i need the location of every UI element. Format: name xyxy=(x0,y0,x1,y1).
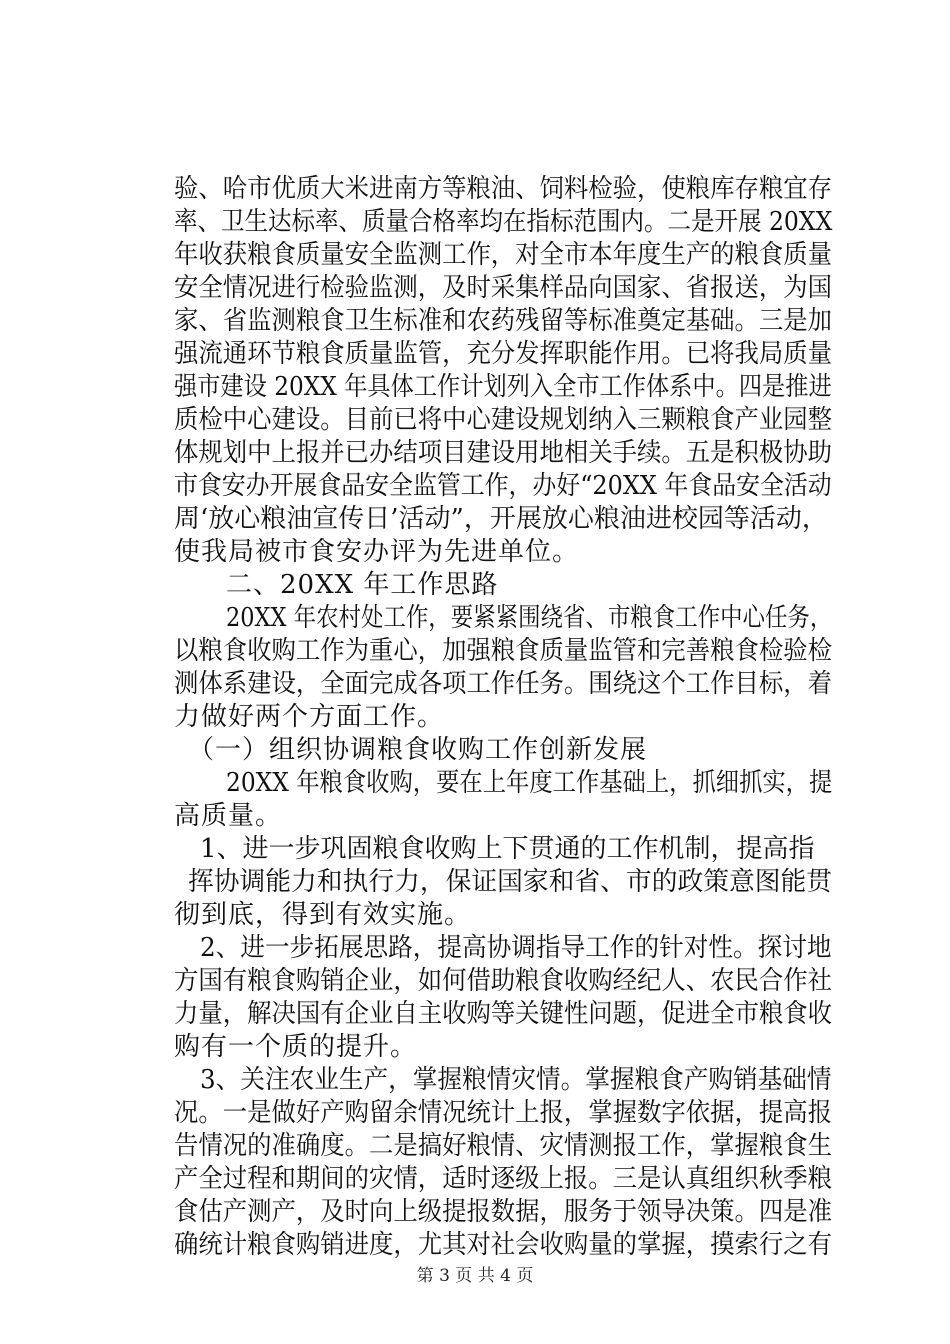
text-line: 方国有粮食购销企业，如何借助粮食收购经纪人、农民合作社 xyxy=(174,966,832,996)
text-line: 告情况的准确度。二是搞好粮情、灾情测报工作，掌握粮食生 xyxy=(174,1131,832,1161)
text-line: 体规划中上报并已办结项目建设用地相关手续。五是积极协助 xyxy=(174,438,832,468)
section-heading: 二、20XX 年工作思路 xyxy=(226,570,499,600)
text-line: 年收获粮食质量安全监测工作，对全市本年度生产的粮食质量 xyxy=(174,240,832,270)
text-line: 产全过程和期间的灾情，适时逐级上报。三是认真组织秋季粮 xyxy=(174,1164,832,1194)
text-line: 质检中心建设。目前已将中心建设规划纳入三颗粮食产业园整 xyxy=(174,405,832,435)
text-line: 家、省监测粮食卫生标准和农药残留等标准奠定基础。三是加 xyxy=(174,306,832,336)
text-line: 强流通环节粮食质量监管，充分发挥职能作用。已将我局质量 xyxy=(174,339,832,369)
text-line: 市食安办开展食品安全监管工作，办好“20XX 年食品安全活动 xyxy=(174,471,832,501)
text-line: 率、卫生达标率、质量合格率均在指标范围内。二是开展 20XX xyxy=(174,207,833,237)
text-line: 使我局被市食安办评为先进单位。 xyxy=(174,537,580,567)
text-line: 彻到底，得到有效实施。 xyxy=(174,900,472,930)
list-item: 3、关注农业生产，掌握粮情灾情。掌握粮食产购销基础情 xyxy=(200,1065,832,1095)
text-line: 以粮食收购工作为重心，加强粮食质量监管和完善粮食检验检 xyxy=(174,636,832,666)
list-item: 1、进一步巩固粮食收购上下贯通的工作机制，提高指 xyxy=(200,834,815,864)
text-line: 力量，解决国有企业自主收购等关键性问题，促进全市粮食收 xyxy=(174,999,832,1029)
text-line: 测体系建设，全面完成各项工作任务。围绕这个工作目标，着 xyxy=(174,669,832,699)
page-footer: 第 3 页 共 4 页 xyxy=(416,1266,534,1286)
text-line: 况。一是做好产购留余情况统计上报，掌握数字依据，提高报 xyxy=(174,1098,832,1128)
text-line: 20XX 年农村处工作，要紧紧围绕省、市粮食工作中心任务， xyxy=(226,603,833,633)
text-line: 安全情况进行检验监测，及时采集样品向国家、省报送，为国 xyxy=(174,273,832,303)
text-line: 食估产测产，及时向上级提报数据，服务于领导决策。四是准 xyxy=(174,1197,832,1227)
text-line: 强市建设 20XX 年具体工作计划列入全市工作体系中。四是推进 xyxy=(174,372,832,402)
text-line: 挥协调能力和执行力，保证国家和省、市的政策意图能贯 xyxy=(188,867,833,897)
text-line: 购有一个质的提升。 xyxy=(174,1032,418,1062)
text-line: 高质量。 xyxy=(174,801,283,831)
text-line: 周‘放心粮油宣传日’活动”，开展放心粮油进校园等活动， xyxy=(174,504,828,534)
subsection-heading: （一）组织协调粮食收购工作创新发展 xyxy=(188,735,648,765)
text-line: 力做好两个方面工作。 xyxy=(174,702,445,732)
text-line: 20XX 年粮食收购，要在上年度工作基础上，抓细抓实，提 xyxy=(226,768,833,798)
text-line: 确统计粮食购销进度，尤其对社会收购量的掌握，摸索行之有 xyxy=(174,1230,832,1260)
text-line: 验、哈市优质大米进南方等粮油、饲料检验，使粮库存粮宜存 xyxy=(174,174,832,204)
list-item: 2、进一步拓展思路，提高协调指导工作的针对性。探讨地 xyxy=(200,933,832,963)
